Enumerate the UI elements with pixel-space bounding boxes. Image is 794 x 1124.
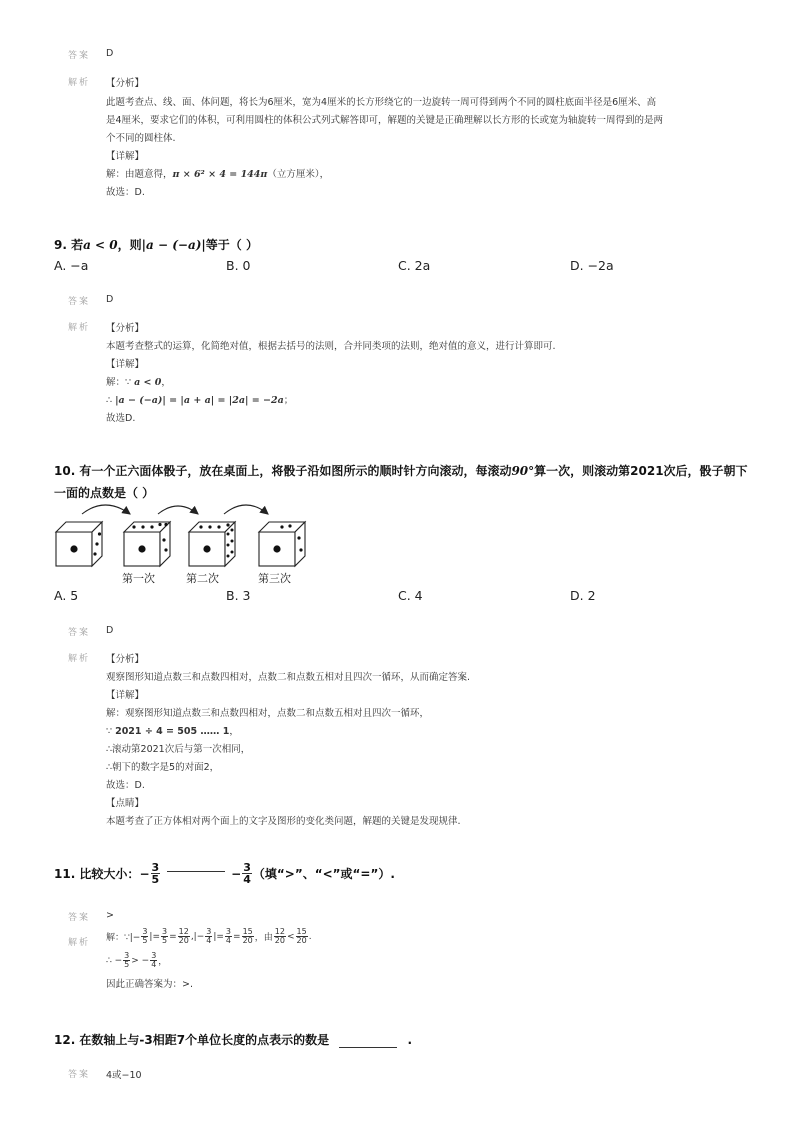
- solution-text: ，: [229, 726, 239, 737]
- analysis-text: 本题考查整式的运算，化简绝对值，根据去括号的法则，合并同类项的法则，绝对值的意义，进行计算即可.: [106, 341, 556, 352]
- numerator: 15: [296, 927, 307, 936]
- question-text: .: [407, 1033, 413, 1047]
- fraction: [242, 862, 252, 885]
- final-answer-line: 因此正确答案为：>.: [106, 979, 193, 990]
- die-1: [56, 522, 102, 566]
- question-text: 等于（ ）: [205, 238, 258, 252]
- denominator: 4: [151, 960, 157, 969]
- option-b[interactable]: B. 3: [226, 588, 251, 603]
- minus-sign: −: [139, 866, 150, 881]
- answer-value: D: [106, 625, 114, 636]
- numerator: 3: [151, 861, 160, 874]
- denominator: 20: [296, 936, 307, 945]
- answer-label: 答案: [68, 51, 91, 61]
- analysis-text: 个不同的圆柱体.: [106, 133, 176, 144]
- analysis-heading: 【分析】: [106, 323, 145, 334]
- denominator: 20: [274, 936, 285, 945]
- question-11: [54, 862, 395, 885]
- answer-value: 4或−10: [106, 1070, 142, 1081]
- formula: 90°: [511, 464, 535, 478]
- numerator: 3: [206, 927, 212, 936]
- fraction: [150, 952, 157, 969]
- solution-text: |=: [149, 931, 160, 942]
- solution-line: [106, 166, 329, 180]
- question-12: [54, 1031, 412, 1048]
- solution-text: 解：观察图形知道点数三和点数四相对，点数二和点数五相对且四次一循环，: [106, 708, 430, 719]
- choice-line: 故选：D.: [106, 187, 145, 198]
- dice-caption-1: 第一次: [122, 572, 155, 585]
- solution-text: ∴滚动第2021次后与第一次相同，: [106, 744, 251, 755]
- dice-caption-3: 第三次: [258, 572, 291, 585]
- solution-line: [106, 928, 312, 945]
- detail-heading: 【详解】: [106, 690, 145, 701]
- solution-text: .: [308, 931, 312, 942]
- solution-text: ；: [283, 395, 294, 406]
- analysis-text: 观察图形知道点数三和点数四相对，点数二和点数五相对且四次一循环，从而确定答案.: [106, 672, 471, 683]
- answer-value: D: [106, 48, 114, 59]
- choice-line: 故选：D.: [106, 780, 145, 791]
- option-a[interactable]: A. 5: [54, 588, 79, 603]
- question-10: [54, 462, 748, 479]
- formula: 2021 ÷ 4 = 505 …… 1: [115, 726, 230, 737]
- denominator: 4: [206, 936, 212, 945]
- question-text: 10. 有一个正六面体骰子，放在桌面上，将骰子沿如图所示的顺时针方向滚动，每滚动: [54, 464, 512, 478]
- denominator: 20: [178, 936, 189, 945]
- formula: π × 6² × 4 = 144π: [172, 169, 268, 180]
- solution-text: （立方厘米），: [267, 169, 330, 180]
- denominator: 20: [242, 936, 253, 945]
- option-b[interactable]: B. 0: [226, 258, 251, 273]
- question-text: 12. 在数轴上与-3相距7个单位长度的点表示的数是: [54, 1033, 330, 1047]
- question-10-line2: 一面的点数是（ ）: [54, 486, 155, 500]
- numerator: 3: [243, 861, 251, 874]
- comment-heading: 【点睛】: [106, 798, 145, 809]
- option-d[interactable]: D. −2a: [570, 258, 614, 273]
- fraction: [296, 928, 308, 945]
- formula: |a − (−a)|: [141, 238, 206, 252]
- numerator: 3: [161, 927, 168, 936]
- formula: |a − (−a)| = |a + a| = |2a| = −2a: [115, 395, 284, 406]
- option-c[interactable]: C. 2a: [398, 258, 431, 273]
- option-a[interactable]: A. −a: [54, 258, 89, 273]
- solution-line: [106, 374, 171, 388]
- answer-label: 答案: [68, 913, 91, 923]
- die-2: [124, 522, 170, 566]
- denominator: 5: [124, 960, 130, 969]
- question-text: ，则: [117, 238, 142, 252]
- fraction: [123, 952, 130, 969]
- formula: a < 0: [83, 238, 118, 252]
- numerator: 12: [178, 927, 189, 936]
- answer-value: >: [106, 910, 114, 921]
- detail-heading: 【详解】: [106, 151, 145, 162]
- answer-label: 答案: [68, 628, 91, 638]
- solution-text: ∴朝下的数字是5的对面2，: [106, 762, 220, 773]
- comment-text: 本题考查了正方体相对两个面上的文字及图形的变化类问题，解题的关键是发现规律.: [106, 816, 461, 827]
- solution-text: ，: [158, 957, 168, 967]
- answer-blank[interactable]: [167, 871, 225, 872]
- denominator: 4: [225, 936, 232, 945]
- denominator: 4: [243, 873, 251, 886]
- solution-text: ，由: [254, 933, 273, 943]
- fraction: [242, 928, 254, 945]
- answer-label: 答案: [68, 297, 91, 307]
- solution-line: [106, 952, 167, 969]
- option-d[interactable]: D. 2: [570, 588, 596, 603]
- analysis-heading: 【分析】: [106, 78, 145, 89]
- numerator: 3: [225, 927, 232, 936]
- answer-value: D: [106, 294, 114, 305]
- analysis-label: 解析: [68, 938, 91, 948]
- question-text: 11. 比较大小：: [54, 867, 140, 881]
- solution-text: ∴ −: [106, 955, 123, 966]
- choice-line: 故选D.: [106, 413, 136, 424]
- solution-text: 解：∵|−: [106, 933, 141, 943]
- question-text: 9. 若: [54, 238, 84, 252]
- solution-text: 解：由题意得，: [106, 169, 173, 180]
- fraction: [151, 862, 161, 885]
- solution-text: ,|−: [190, 931, 205, 942]
- solution-text: ，: [161, 377, 171, 388]
- solution-text: <: [286, 931, 295, 942]
- fraction: [205, 928, 212, 945]
- solution-text: ∵: [106, 726, 116, 737]
- numerator: 15: [242, 927, 253, 936]
- minus-sign: −: [231, 866, 242, 881]
- formula: a < 0: [134, 377, 162, 388]
- fraction: [225, 928, 232, 945]
- denominator: 5: [151, 873, 160, 886]
- fraction: [161, 928, 168, 945]
- question-text: 算一次，则滚动第2021次后，骰子朝下: [534, 464, 748, 478]
- analysis-label: 解析: [68, 654, 91, 664]
- numerator: 3: [124, 951, 130, 960]
- solution-text: |=: [213, 931, 224, 942]
- analysis-label: 解析: [68, 323, 91, 333]
- fraction: [178, 928, 190, 945]
- answer-label: 答案: [68, 1070, 91, 1080]
- question-9: [54, 236, 258, 253]
- fraction: [274, 928, 286, 945]
- solution-text: =: [233, 931, 241, 942]
- analysis-heading: 【分析】: [106, 654, 145, 665]
- denominator: 5: [142, 936, 148, 945]
- solution-line: [106, 723, 239, 737]
- denominator: 5: [161, 936, 168, 945]
- solution-text: ∴: [106, 395, 116, 406]
- solution-text: > −: [131, 955, 150, 966]
- roll-arrow: [224, 505, 268, 514]
- roll-arrow: [158, 506, 198, 514]
- solution-line: [106, 392, 293, 406]
- roll-arrow: [82, 505, 130, 514]
- detail-heading: 【详解】: [106, 359, 145, 370]
- solution-text: 解：∵: [106, 377, 135, 388]
- dice-caption-2: 第二次: [186, 572, 219, 585]
- option-c[interactable]: C. 4: [398, 588, 423, 603]
- numerator: 3: [142, 927, 148, 936]
- answer-blank[interactable]: [339, 1047, 397, 1048]
- numerator: 3: [151, 951, 157, 960]
- analysis-label: 解析: [68, 78, 91, 88]
- solution-text: =: [169, 931, 177, 942]
- numerator: 12: [274, 927, 285, 936]
- question-text: （填“>”、“<”或“=”）.: [252, 867, 395, 881]
- analysis-text: 是4厘米，要求它们的体积，可利用圆柱的体积公式列式解答即可，解题的关键是正确理解以长方形的长或宽为轴旋转一周得到的是两: [106, 115, 664, 126]
- analysis-text: 此题考查点、线、面、体问题，将长为6厘米，宽为4厘米的长方形绕它的一边旋转一周可得到两个不同的圆柱底面半径是6厘米、高: [106, 97, 657, 108]
- fraction: [141, 928, 148, 945]
